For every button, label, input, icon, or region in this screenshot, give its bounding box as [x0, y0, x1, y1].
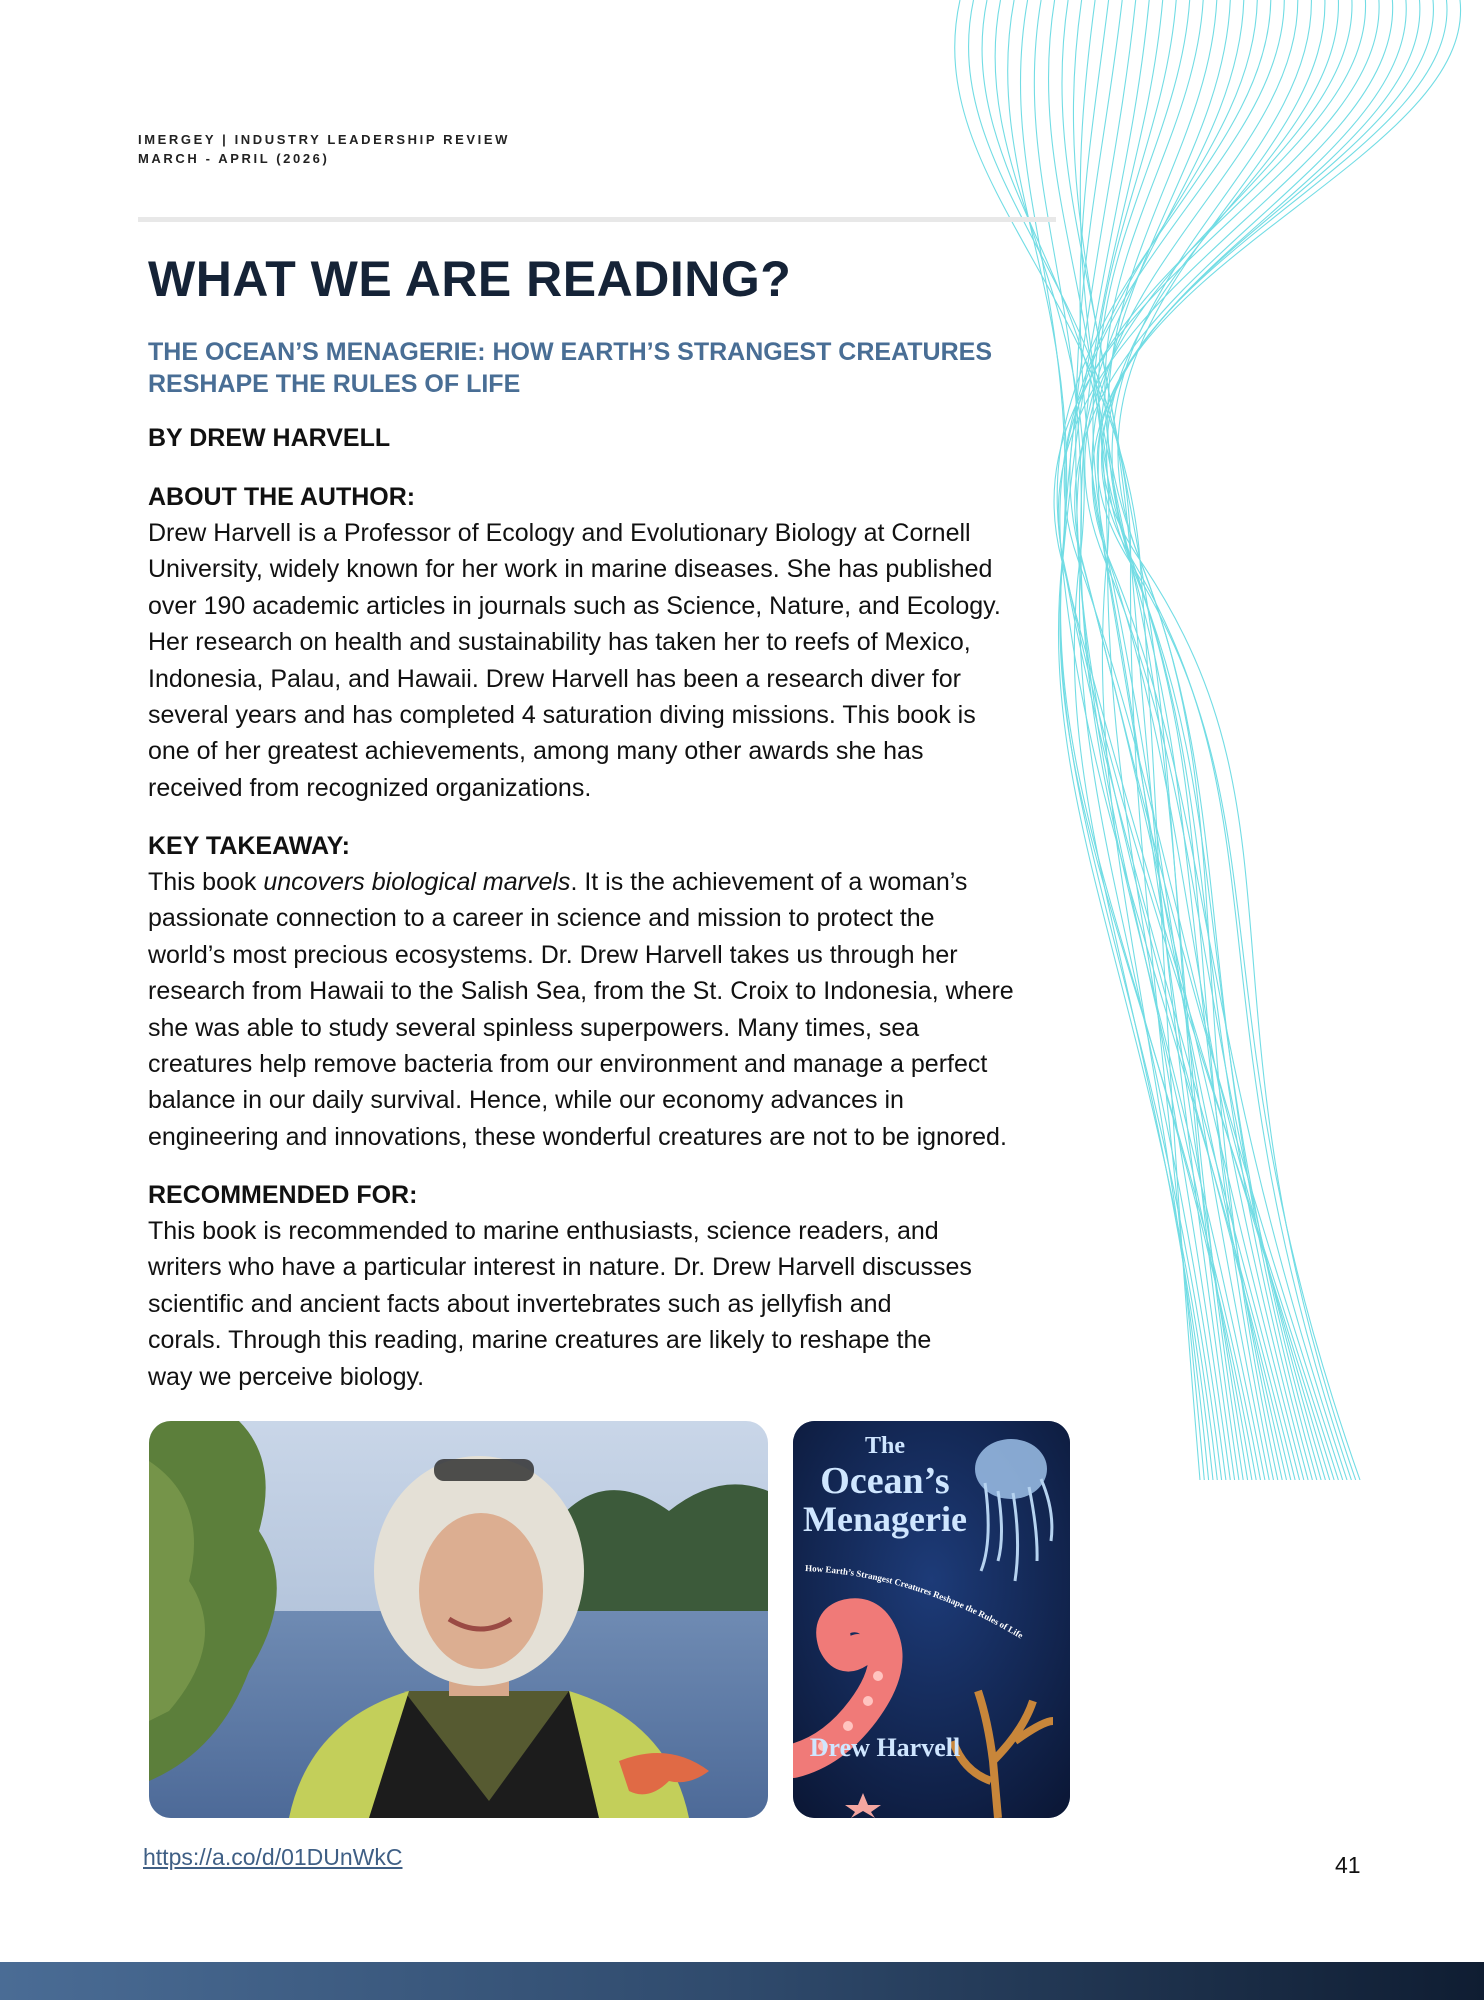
section-heading: ABOUT THE AUTHOR: — [148, 483, 416, 511]
page-title: WHAT WE ARE READING? — [148, 251, 792, 307]
text-line: writers who have a particular interest in nature. Dr. Drew Harvell discusses — [148, 1253, 972, 1282]
text-line: University, widely known for her work in marine diseases. She has published — [148, 555, 993, 584]
text-line: creatures help remove bacteria from our environment and manage a perfect — [148, 1050, 988, 1079]
text-line: several years and has completed 4 saturation diving missions. This book is — [148, 701, 976, 730]
book-title-line: RESHAPE THE RULES OF LIFE — [148, 370, 521, 398]
text-line: Indonesia, Palau, and Hawaii. Drew Harvell has been a research diver for — [148, 664, 961, 693]
text-line: research from Hawaii to the Salish Sea, from the St. Croix to Indonesia, where — [148, 977, 1014, 1006]
text-line: Her research on health and sustainability has taken her to reefs of Mexico, — [148, 628, 971, 657]
section-heading: RECOMMENDED FOR: — [148, 1181, 418, 1209]
wave-line — [1102, 0, 1447, 1480]
header-publication: IMERGEY | INDUSTRY LEADERSHIP REVIEW — [138, 132, 510, 147]
text-line: received from recognized organizations. — [148, 773, 592, 802]
cover-the-text: The — [864, 1433, 906, 1459]
header-issue-date: MARCH - APRIL (2026) — [138, 151, 330, 166]
cover-title-line: Ocean’s — [820, 1460, 950, 1502]
book-title — [148, 336, 1028, 400]
cover-title-line: Menagerie — [803, 1499, 967, 1539]
text-line: way we perceive biology. — [148, 1362, 425, 1391]
text-line: engineering and innovations, these wonderful creatures are not to be ignored. — [148, 1122, 1007, 1151]
footer-bar — [0, 1962, 1484, 2000]
cover-subtitle: How Earth’s Strangest Creatures Reshape the Rules of Life — [804, 1562, 1025, 1641]
book-cover-image — [793, 1421, 1070, 1818]
about-author-text — [148, 515, 1108, 806]
recommended-for-section — [148, 1177, 1108, 1395]
emphasis-text: uncovers biological marvels — [263, 868, 571, 896]
text-line: This book is recommended to marine enthusiasts, science readers, and — [148, 1217, 939, 1245]
text-line: one of her greatest achievements, among many other awards she has — [148, 737, 924, 766]
text-line: balance in our daily survival. Hence, while our economy advances in — [148, 1086, 904, 1115]
recommended-for-text — [148, 1213, 1108, 1395]
magazine-header — [138, 130, 510, 168]
text-line: scientific and ancient facts about invertebrates such as jellyfish and — [148, 1289, 892, 1318]
text-line: over 190 academic articles in journals such as Science, Nature, and Ecology. — [148, 591, 1001, 620]
book-title-line: THE OCEAN’S MENAGERIE: HOW EARTH’S STRANGEST CREATURES — [148, 338, 993, 366]
text-line: corals. Through this reading, marine creatures are likely to reshape the — [148, 1326, 932, 1355]
text-line: Drew Harvell is a Professor of Ecology and Evolutionary Biology at Cornell — [148, 519, 971, 547]
cover-author: Drew Harvell — [809, 1733, 961, 1762]
page-number: 41 — [1335, 1852, 1361, 1878]
text-line: she was able to study several spinless superpowers. Many times, sea — [148, 1013, 920, 1042]
book-byline: BY DREW HARVELL — [148, 424, 391, 452]
key-takeaway-section — [148, 828, 1108, 1155]
key-takeaway-text — [148, 864, 1108, 1155]
wave-line — [1058, 0, 1392, 1480]
author-photo — [149, 1421, 768, 1818]
text-line: world’s most precious ecosystems. Dr. Drew Harvell takes us through her — [148, 940, 958, 969]
book-link[interactable]: https://a.co/d/01DUnWkC — [143, 1844, 403, 1870]
text-line: passionate connection to a career in science and mission to protect the — [148, 904, 935, 933]
header-divider — [138, 217, 1056, 222]
about-author-section — [148, 479, 1108, 806]
section-heading: KEY TAKEAWAY: — [148, 832, 350, 860]
text-line: This book uncovers biological marvels. It is the achievement of a woman’s — [148, 868, 968, 896]
